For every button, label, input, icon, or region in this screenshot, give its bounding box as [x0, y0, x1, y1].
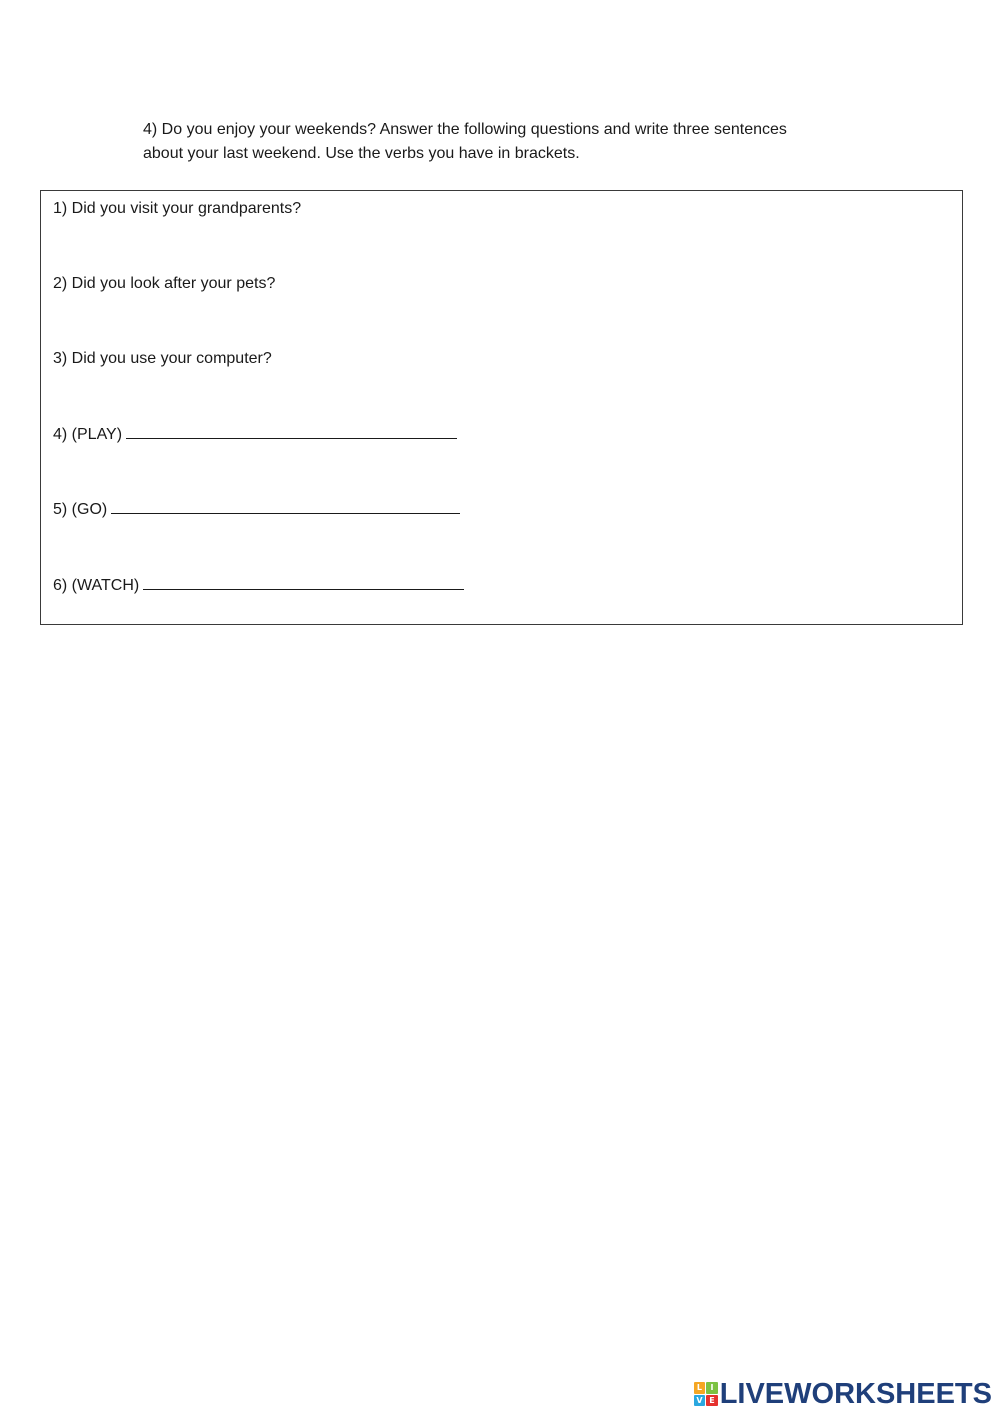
sentence-go-label: 5) (GO)	[53, 501, 108, 518]
sentence-play	[53, 424, 457, 445]
instructions-line-2: about your last weekend. Use the verbs you have in brackets.	[143, 145, 580, 162]
sentence-watch-answer-line[interactable]	[143, 575, 464, 590]
instructions-line-1: 4) Do you enjoy your weekends? Answer the following questions and write three sentences	[143, 121, 787, 138]
question-3	[53, 349, 272, 369]
sentence-play-answer-line[interactable]	[126, 424, 457, 439]
sentence-play-label: 4) (PLAY)	[53, 426, 123, 443]
sentence-watch-label: 6) (WATCH)	[53, 577, 140, 594]
question-3-label: 3) Did you use your computer?	[53, 350, 272, 367]
sentence-go-answer-line[interactable]	[111, 499, 460, 514]
logo-icon-tile: E	[706, 1395, 718, 1407]
question-2-label: 2) Did you look after your pets?	[53, 275, 276, 292]
sentence-watch	[53, 575, 464, 596]
logo-icon-tile: L	[694, 1382, 706, 1394]
logo-icon-tile: V	[694, 1395, 706, 1407]
logo-icon-tile: I	[706, 1382, 718, 1394]
instructions	[143, 118, 863, 166]
sentence-go	[53, 499, 460, 520]
liveworksheets-logo	[694, 1379, 992, 1409]
answer-box	[40, 190, 963, 625]
liveworksheets-logo-icon	[694, 1382, 718, 1406]
question-1	[53, 199, 301, 219]
question-2	[53, 274, 275, 294]
liveworksheets-logo-text: LIVEWORKSHEETS	[719, 1377, 992, 1410]
question-1-label: 1) Did you visit your grandparents?	[53, 200, 302, 217]
